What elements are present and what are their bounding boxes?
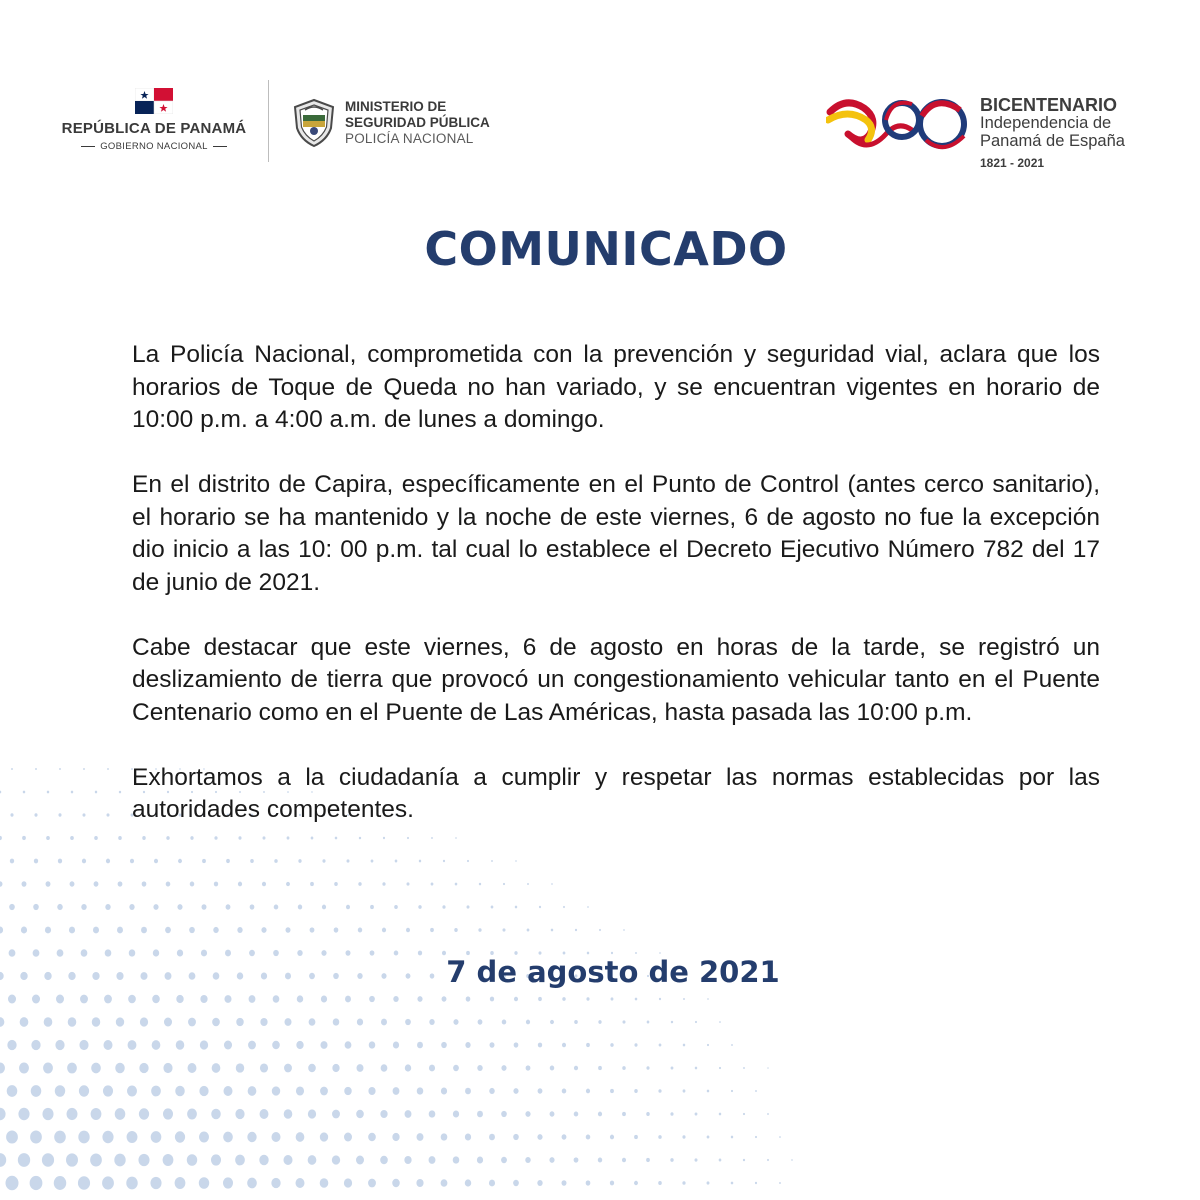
government-subtitle: GOBIERNO NACIONAL — [58, 141, 250, 152]
bicentenario-line-2: Panamá de España — [980, 132, 1125, 150]
ministry-line-2: SEGURIDAD PÚBLICA — [345, 115, 490, 130]
bicentenario-logo-text — [980, 96, 1125, 172]
ministry-line-1: MINISTERIO DE — [345, 99, 447, 114]
government-logo — [58, 88, 250, 152]
paragraph-1: La Policía Nacional, comprometida con la prevención y seguridad vial, aclara que los horarios de Toque de Queda no han variado, y se encuentran vigentes en horario de 10:00 p.m. a 4:00 a.m. de lunes a domingo. — [132, 341, 1100, 433]
document-title: COMUNICADO — [424, 222, 788, 276]
bicentenario-title: BICENTENARIO — [980, 95, 1118, 115]
panama-flag-icon — [135, 88, 173, 114]
header-divider — [268, 80, 269, 162]
bicentenario-years: 1821 - 2021 — [980, 156, 1045, 170]
paragraph-3: Cabe destacar que este viernes, 6 de agosto en horas de la tarde, se registró un deslizamiento de tierra que provocó un congestionamiento vehicular tanto en el Puente Centenario como en el Puente de Las Américas, hasta pasada las 10:00 p.m. — [132, 633, 1100, 726]
document-body — [132, 339, 1100, 859]
bicentenario-line-1: Independencia de — [980, 114, 1112, 132]
police-shield-icon — [291, 98, 337, 148]
ministry-line-3: POLICÍA NACIONAL — [345, 131, 474, 146]
paragraph-2: En el distrito de Capira, específicamente en el Punto de Control (antes cerco sanitario), el horario se ha mantenido y la noche de este viernes, 6 de agosto no fue la excepción dio inicio a las 10: 00 p.m. tal cual lo establece el Decreto Ejecutivo Número 782 del 17 de junio de 2021. — [132, 471, 1100, 596]
bicentenario-ribbon-icon — [826, 90, 978, 162]
document-date: 7 de agosto de 2021 — [446, 955, 780, 989]
ministry-logo-text — [345, 99, 490, 147]
government-name: REPÚBLICA DE PANAMÁ — [61, 120, 247, 137]
paragraph-4: Exhortamos a la ciudadanía a cumplir y respetar las normas establecidas por las autoridades competentes. — [132, 763, 1100, 823]
